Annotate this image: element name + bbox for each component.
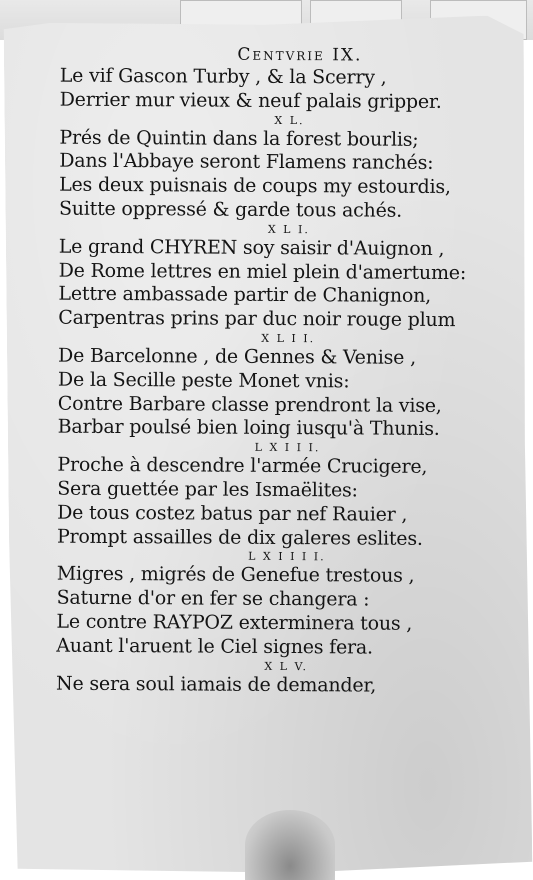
quatrain-number: X L I.	[267, 222, 310, 236]
verse-line: De Rome lettres en miel plein d'amertume:	[58, 259, 467, 284]
quatrain-43	[57, 440, 508, 552]
quatrain-number: L X I I I I.	[248, 550, 326, 564]
verse-line: Barbar poulsé bien loing iusqu'à Thunis.	[57, 415, 440, 441]
verse-line: Dans l'Abbaye seront Flamens ranchés:	[59, 150, 434, 175]
quatrain-number: L X I I I.	[254, 440, 321, 455]
quatrain-number: X L.	[274, 113, 305, 127]
page-header: Centvrie IX.	[237, 44, 363, 66]
page-text	[56, 43, 510, 699]
verse-line: Auant l'aruent le Ciel signes fera.	[56, 634, 374, 659]
verse-line: Contre Barbare classe prendront la vise,	[57, 392, 442, 417]
verse-line: Carpentras prins par duc noir rouge plum	[58, 306, 456, 332]
verse-line: Derrier mur vieux & neuf palais gripper.	[59, 88, 442, 113]
verse-line: Prompt assailles de dix galeres eslites.	[56, 525, 423, 550]
verse-line: De Barcelonne , de Gennes & Venise ,	[58, 344, 417, 369]
verse-line: Les deux puisnais de coups my estourdis,	[59, 173, 451, 199]
quatrain-40	[59, 112, 510, 224]
verse-line: De la Secille peste Monet vnis:	[57, 368, 350, 393]
verse-line: Suitte oppressé & garde tous achés.	[58, 197, 403, 222]
verse-line: Migres , migrés de Genefue trestous ,	[56, 562, 415, 588]
verse-line: Prés de Quintin dans la forest bourlis;	[59, 126, 419, 151]
thumb-shadow	[245, 810, 335, 880]
verse-line: Le contre RAYPOZ exterminera tous ,	[56, 610, 413, 635]
verse-line: Proche à descendre l'armée Crucigere,	[57, 453, 428, 479]
quatrain-42	[58, 331, 509, 443]
verse-line: Ne sera soul iamais de demander,	[56, 672, 377, 697]
verse-line: Le grand CHYREN soy saisir d'Auignon ,	[58, 235, 445, 260]
verse-line: De tous costez batus par nef Rauier ,	[57, 501, 408, 526]
verse-line: Sera guettée par les Ismaëlites:	[57, 477, 358, 502]
verse-line: Le vif Gascon Turby , & la Scerry ,	[59, 64, 387, 89]
quatrain-number: X L V.	[264, 659, 309, 673]
quatrain-44	[56, 549, 507, 661]
quatrain-39	[60, 65, 510, 115]
quatrain-41	[58, 221, 509, 333]
verse-line: Saturne d'or en fer se changera :	[56, 586, 370, 611]
quatrain-45	[56, 658, 506, 699]
verse-line: Lettre ambassade partir de Chanignon,	[58, 283, 432, 308]
quatrain-number: X L I I.	[261, 331, 316, 346]
